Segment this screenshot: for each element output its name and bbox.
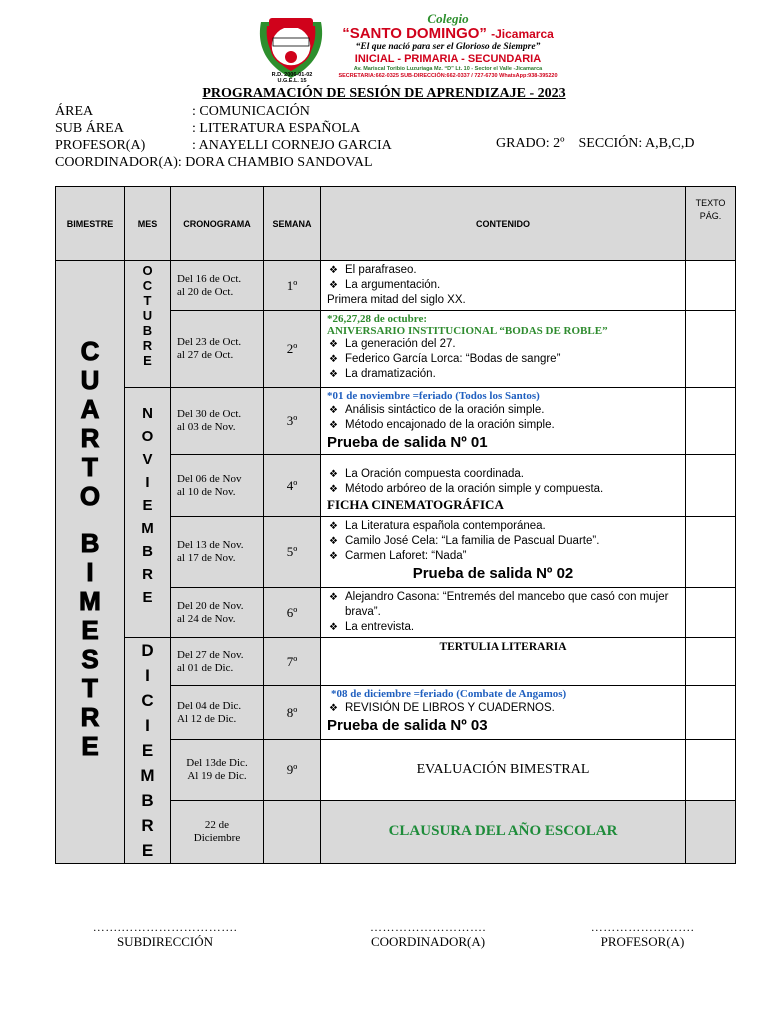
cronograma-cell: Del 13 de Nov. al 17 de Nov. [171, 517, 264, 588]
contenido-cell [321, 311, 686, 388]
semana-cell: 8º [264, 686, 321, 740]
texto-pag-cell [686, 638, 736, 686]
contenido-cell [321, 517, 686, 588]
cronograma-cell: Del 04 de Dic. Al 12 de Dic. [171, 686, 264, 740]
semana-cell: 5º [264, 517, 321, 588]
cronograma-cell: Del 30 de Oct. al 03 de Nov. [171, 388, 264, 455]
event-note: *26,27,28 de octubre: ANIVERSARIO INSTITUCIONAL “BODAS DE ROBLE” [327, 313, 608, 337]
content-bullet: ❖ La entrevista. [327, 620, 679, 635]
schedule-table [55, 186, 736, 864]
semana-cell: 1º [264, 261, 321, 311]
semana-cell: 7º [264, 638, 321, 686]
contenido-cell [321, 261, 686, 311]
table-row [56, 388, 736, 455]
holiday-note: *01 de noviembre =feriado (Todos los Santos) [327, 390, 540, 402]
cronograma-cell: Del 20 de Nov. al 24 de Nov. [171, 588, 264, 638]
school-motto: “El que nació para ser el Glorioso de Siempre” [355, 42, 541, 52]
resolution-number: R.D. 2006-01-02 U.G.E.L. 15 [271, 72, 313, 84]
school-header [328, 12, 568, 80]
contenido-cell [321, 638, 686, 686]
texto-pag-cell [686, 740, 736, 800]
contenido-cell [321, 686, 686, 740]
signature-subdireccion: …….………………………. SUBDIRECCIÓN [92, 920, 238, 949]
mes-noviembre-cell [125, 388, 171, 638]
mes-diciembre-label: D I C I E M B R E [140, 641, 155, 860]
holiday-note: *08 de diciembre =feriado (Combate de Angamos) [331, 688, 567, 701]
content-bullet: ❖ La argumentación. [327, 278, 679, 293]
mes-octubre-label: O C T U B R E [142, 263, 153, 368]
exit-test-label: Prueba de salida Nº 02 [412, 565, 574, 582]
info-area: ÁREA : COMUNICACIÓN [55, 104, 310, 119]
texto-pag-cell [686, 517, 736, 588]
cronograma-cell: Del 16 de Oct. al 20 de Oct. [171, 261, 264, 311]
page-title: PROGRAMACIÓN DE SESIÓN DE APRENDIZAJE - 2023 [202, 86, 566, 101]
info-grado-seccion: GRADO: 2º SECCIÓN: A,B,C,D [496, 136, 695, 151]
info-subarea: SUB ÁREA : LITERATURA ESPAÑOLA [55, 121, 361, 136]
signature-coordinador: ………………………. COORDINADOR(A) [370, 920, 486, 949]
content-bullet: ❖ Método arbóreo de la oración simple y compuesta. [327, 482, 679, 497]
semana-cell: 9º [264, 740, 321, 800]
content-bullet: ❖ Método encajonado de la oración simple. [327, 418, 679, 433]
col-semana: SEMANA [264, 187, 321, 261]
cronograma-cell: Del 27 de Nov. al 01 de Dic. [171, 638, 264, 686]
contenido-cell [321, 455, 686, 517]
content-bullet: ❖ Análisis sintáctico de la oración simple. [327, 403, 679, 418]
school-address: Av. Mariscal Toribio Luzuriaga Mz. “D” Lt. 10 - Sector el Valle -Jicamarca [353, 66, 543, 72]
clausura-label: CLAUSURA DEL AÑO ESCOLAR [321, 800, 686, 863]
content-bullet: ❖ REVISIÓN DE LIBROS Y CUADERNOS. [327, 701, 679, 716]
mes-noviembre-label: N O V I E M B R E [141, 405, 154, 606]
cronograma-cell: 22 de Diciembre [171, 800, 264, 863]
semana-cell: 3º [264, 388, 321, 455]
texto-pag-cell [686, 800, 736, 863]
colegio-label: Colegio [427, 11, 469, 26]
bimestre-cell [56, 261, 125, 864]
table-header-row [56, 187, 736, 261]
cronograma-cell: Del 06 de Nov al 10 de Nov. [171, 455, 264, 517]
texto-pag-cell [686, 686, 736, 740]
content-bullet: ❖ Carmen Laforet: “Nada” [327, 549, 679, 564]
exit-test-label: Prueba de salida Nº 03 [327, 717, 488, 735]
cronograma-cell: Del 13de Dic. Al 19 de Dic. [171, 740, 264, 800]
content-bullet: ❖ La Oración compuesta coordinada. [327, 467, 679, 482]
col-bimestre: BIMESTRE [56, 187, 125, 261]
exit-test-label: Prueba de salida Nº 01 [327, 434, 488, 451]
texto-pag-cell [686, 311, 736, 388]
content-text: Primera mitad del siglo XX. [327, 294, 466, 306]
col-contenido: CONTENIDO [321, 187, 686, 261]
info-coordinador: COORDINADOR(A): DORA CHAMBIO SANDOVAL [55, 155, 373, 170]
content-bullet: ❖ El parafraseo. [327, 263, 679, 278]
semana-cell: 4º [264, 455, 321, 517]
content-bullet: ❖ Federico García Lorca: “Bodas de sangre” [327, 352, 679, 367]
texto-pag-cell [686, 588, 736, 638]
texto-pag-cell [686, 388, 736, 455]
signature-profesor: ……………………. PROFESOR(A) [590, 920, 695, 949]
texto-pag-cell [686, 261, 736, 311]
film-sheet-label: FICHA CINEMATOGRÁFICA [327, 497, 504, 512]
content-bullet: ❖ La Literatura española contemporánea. [327, 519, 679, 534]
content-bullet: ❖ Camilo José Cela: “La familia de Pascual Duarte”. [327, 534, 679, 549]
semana-cell [264, 800, 321, 863]
col-mes: MES [125, 187, 171, 261]
contenido-cell [321, 388, 686, 455]
texto-pag-cell [686, 455, 736, 517]
contenido-cell [321, 588, 686, 638]
content-bullet: ❖ La generación del 27. [327, 337, 679, 352]
bimestre-vertical-label: C U A R T O B I M E S T R E [79, 336, 101, 761]
school-contacts: SECRETARIA:662-0325 SUB-DIRECCIÓN:662-0337 / 727-6730 WhatsApp:938-395220 [338, 73, 558, 79]
table-row [56, 638, 736, 686]
semana-cell: 2º [264, 311, 321, 388]
evaluacion-bimestral: EVALUACIÓN BIMESTRAL [321, 740, 686, 800]
col-texto-pag: TEXTO PÁG. [686, 187, 736, 261]
mes-octubre-cell [125, 261, 171, 388]
school-crest-logo [255, 12, 327, 80]
cronograma-cell: Del 23 de Oct. al 27 de Oct. [171, 311, 264, 388]
semana-cell: 6º [264, 588, 321, 638]
content-bullet: ❖ Alejandro Casona: “Entremés del mancebo que casó con mujer brava”. [327, 590, 679, 620]
mes-diciembre-cell [125, 638, 171, 864]
table-row [56, 261, 736, 311]
school-name: “SANTO DOMINGO” -Jicamarca [342, 25, 554, 42]
col-cronograma: CRONOGRAMA [171, 187, 264, 261]
literary-gathering-label: TERTULIA LITERARIA [439, 641, 567, 653]
info-profesor: PROFESOR(A) : ANAYELLI CORNEJO GARCIA [55, 138, 392, 153]
content-bullet: ❖ La dramatización. [327, 367, 679, 382]
school-levels: INICIAL - PRIMARIA - SECUNDARIA [354, 53, 542, 65]
